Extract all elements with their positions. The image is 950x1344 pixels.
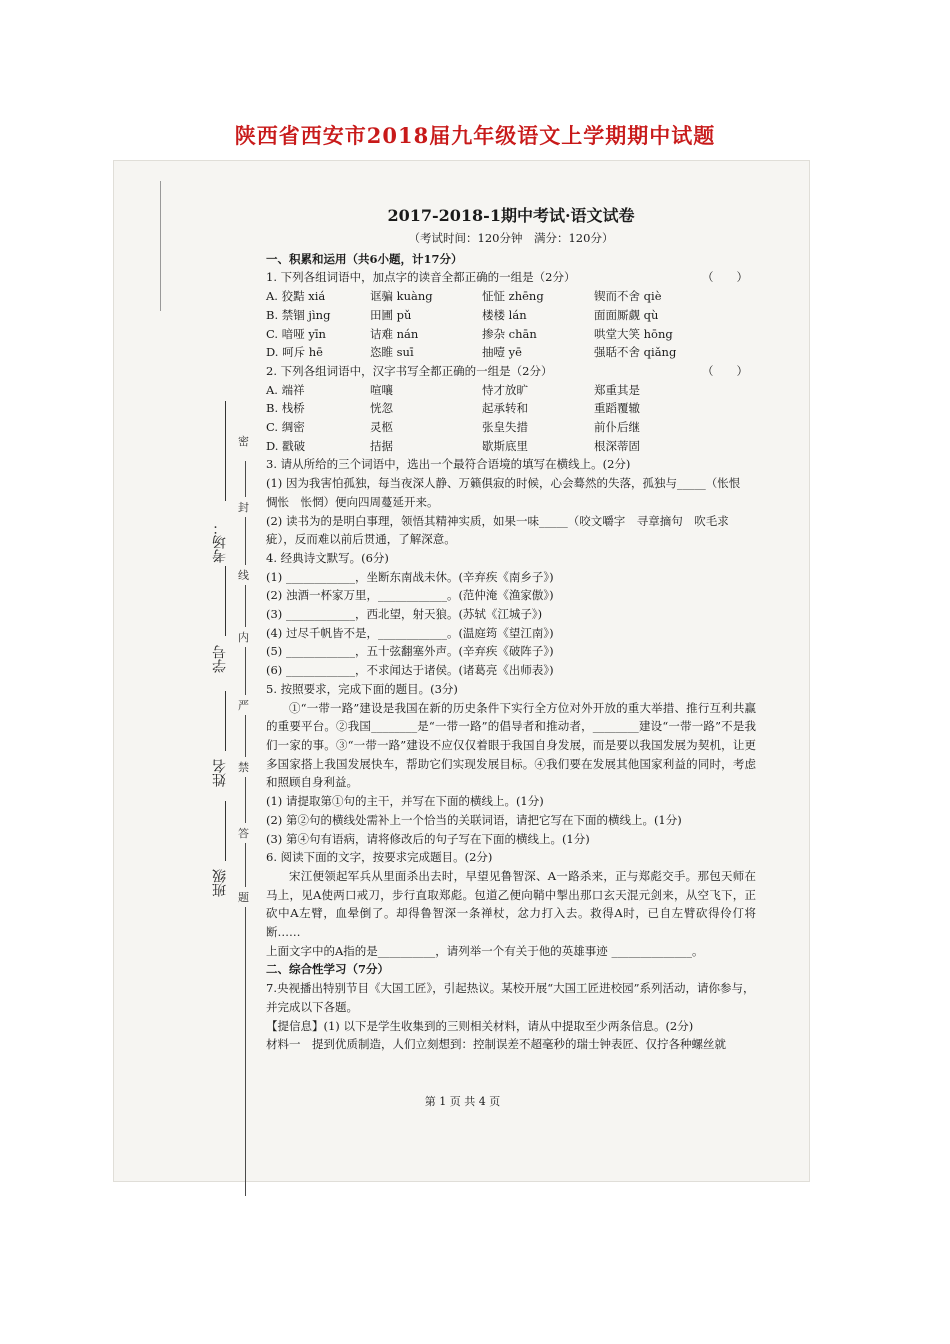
recitation-line: (2) 浊酒一杯家万里，____________。(范仲淹《渔家傲》) <box>266 588 554 603</box>
question-text: 上面文字中的A指的是__________，请列举一个有关于他的英雄事迹 ______________。 <box>266 943 704 958</box>
question-stem: 2. 下列各组词语中，汉字书写全都正确的一组是（2分） （ ） <box>266 362 756 381</box>
question-stem: 7.央视播出特别节目《大国工匠》，引起热议。某校开展“大国工匠进校园”系列活动，请你参与，并完成以下各题。 <box>266 981 755 1014</box>
student-id-label: 学号 <box>212 645 228 673</box>
passage: ①“一带一路”建设是我国在新的历史条件下实行全方位对外开放的重大举措、推行互利共赢的重要平台。②我国________是“一带一路”的倡导者和推动者，________建设“一带一路”不是我们一家的事。③“一带一路”建设不应仅仅着眼于我国自身发展，而是要以我国发展为契机，让更多国家搭上我国发展快车，帮助它们实现发展目标。④我们要在发展其他国家利益的同时，考虑和照顾自身利益。 <box>266 700 756 790</box>
paper-title: 2017-2018-1期中考试·语文试卷 <box>387 206 635 225</box>
sub-question: (1) 请提取第①句的主干，并写在下面的横线上。(1分) <box>266 794 544 809</box>
seal-char: 密 <box>238 431 249 451</box>
exam-room-label: 考场： <box>212 521 228 563</box>
recitation-line: (5) ____________，五十弦翻塞外声。(辛弃疾《破阵子》) <box>266 644 554 659</box>
name-label: 姓名 <box>212 759 228 787</box>
class-blank <box>225 801 226 861</box>
option-row: B. 禁锢 jìng 田圃 pǔ 楼楼 lán 面面厮觑 qù <box>266 307 659 322</box>
section-heading: 二、综合性学习（7分） <box>266 962 390 977</box>
recitation-line: (6) ____________，不求闻达于诸侯。(诸葛亮《出师表》) <box>266 663 554 678</box>
answer-bracket: （ ） <box>702 270 748 285</box>
page-footer: 第 1 页 共 4 页 <box>424 1095 501 1108</box>
seal-char: 严 <box>238 695 249 715</box>
sub-question: 【提信息】(1) 以下是学生收集到的三则相关材料，请从中提取至少两条信息。(2分) <box>266 1018 694 1033</box>
option-row: A. 狡黠 xiá 诓骗 kuàng 怔怔 zhēng 锲而不舍 qiè <box>266 289 662 304</box>
seal-char: 内 <box>238 627 249 647</box>
class-label: 班级 <box>212 869 228 897</box>
material-text: 材料一 提到优质制造，人们立刻想到：控制误差不超毫秒的瑞士钟表匠、仅拧各种螺丝就 <box>266 1037 726 1052</box>
option-row: B. 栈桥 恍忽 起承转和 重蹈覆辙 <box>266 401 640 416</box>
seal-char: 答 <box>238 823 249 843</box>
seal-char: 封 <box>238 497 249 517</box>
question-stem: 1. 下列各组词语中，加点字的读音全都正确的一组是（2分） （ ） <box>266 268 756 287</box>
option-row: D. 戳破 拮据 歇斯底里 根深蒂固 <box>266 438 640 453</box>
recitation-line: (3) ____________，西北望，射天狼。(苏轼《江城子》) <box>266 607 543 622</box>
paper-subtitle: （考试时间：120分钟 满分：120分） <box>408 231 614 245</box>
answer-bracket: （ ） <box>702 363 748 378</box>
recitation-line: (1) ____________，坐断东南战未休。(辛弃疾《南乡子》) <box>266 569 554 584</box>
seal-char: 禁 <box>238 757 249 777</box>
seal-char: 题 <box>238 887 249 907</box>
exam-room-blank <box>225 401 226 501</box>
name-blank <box>225 691 226 751</box>
recitation-line: (4) 过尽千帆皆不是，____________。(温庭筠《望江南》) <box>266 625 554 640</box>
scan-edge-line <box>160 181 161 311</box>
scanned-exam-page <box>113 160 810 1182</box>
sub-question: (2) 第②句的横线处需补上一个恰当的关联词语，请把它写在下面的横线上。(1分) <box>266 812 682 827</box>
passage: 宋江便领起军兵从里面杀出去时，早望见鲁智深、A一路杀来，正与郑彪交手。那包天师在马上，见A使两口戒刀，步行直取郑彪。包道乙便向鞘中掣出那口玄天混元剑来，从空飞下，正砍中A左臂，血晕倒了。却得鲁智深一条禅杖，忿力打入去。救得A时，已自左臂砍得伶仃将断…… <box>266 868 756 940</box>
question-stem: 6. 阅读下面的文字，按要求完成题目。(2分) <box>266 850 493 865</box>
section-heading: 一、积累和运用（共6小题，计17分） <box>266 251 463 266</box>
option-row: A. 端祥 喧嚷 恃才放旷 郑重其是 <box>266 382 640 397</box>
question-stem: 5. 按照要求，完成下面的题目。(3分) <box>266 681 458 696</box>
option-row: D. 呵斥 hē 恣睢 suī 抽噎 yē 强聒不舍 qiǎng <box>266 345 677 360</box>
sub-question: (3) 第④句有语病，请将修改后的句子写在下面的横线上。(1分) <box>266 831 590 846</box>
document-title: 陕西省西安市2018届九年级语文上学期期中试题 <box>234 123 716 148</box>
seal-char: 线 <box>238 565 249 585</box>
question-text: (1) 因为我害怕孤独，每当夜深人静、万籁俱寂的时候，心会蓦然的失落，孤独与_____（怅恨 惆怅 怅惘）便向四周蔓延开来。 <box>266 476 752 509</box>
question-text: (2) 读书为的是明白事理，领悟其精神实质，如果一味_____（咬文嚼字 寻章摘句 吹毛求疵），反而难以前后贯通，了解深意。 <box>266 513 729 547</box>
question-stem: 3. 请从所给的三个词语中，选出一个最符合语境的填写在横线上。(2分) <box>266 457 631 472</box>
student-id-blank <box>225 566 226 636</box>
option-row: C. 绸密 灵柩 张皇失措 前仆后继 <box>266 420 640 435</box>
exam-content <box>266 205 756 1054</box>
question-stem: 4. 经典诗文默写。(6分) <box>266 550 389 565</box>
option-row: C. 喑哑 yīn 诘难 nán 掺杂 chān 哄堂大笑 hōng <box>266 326 673 341</box>
